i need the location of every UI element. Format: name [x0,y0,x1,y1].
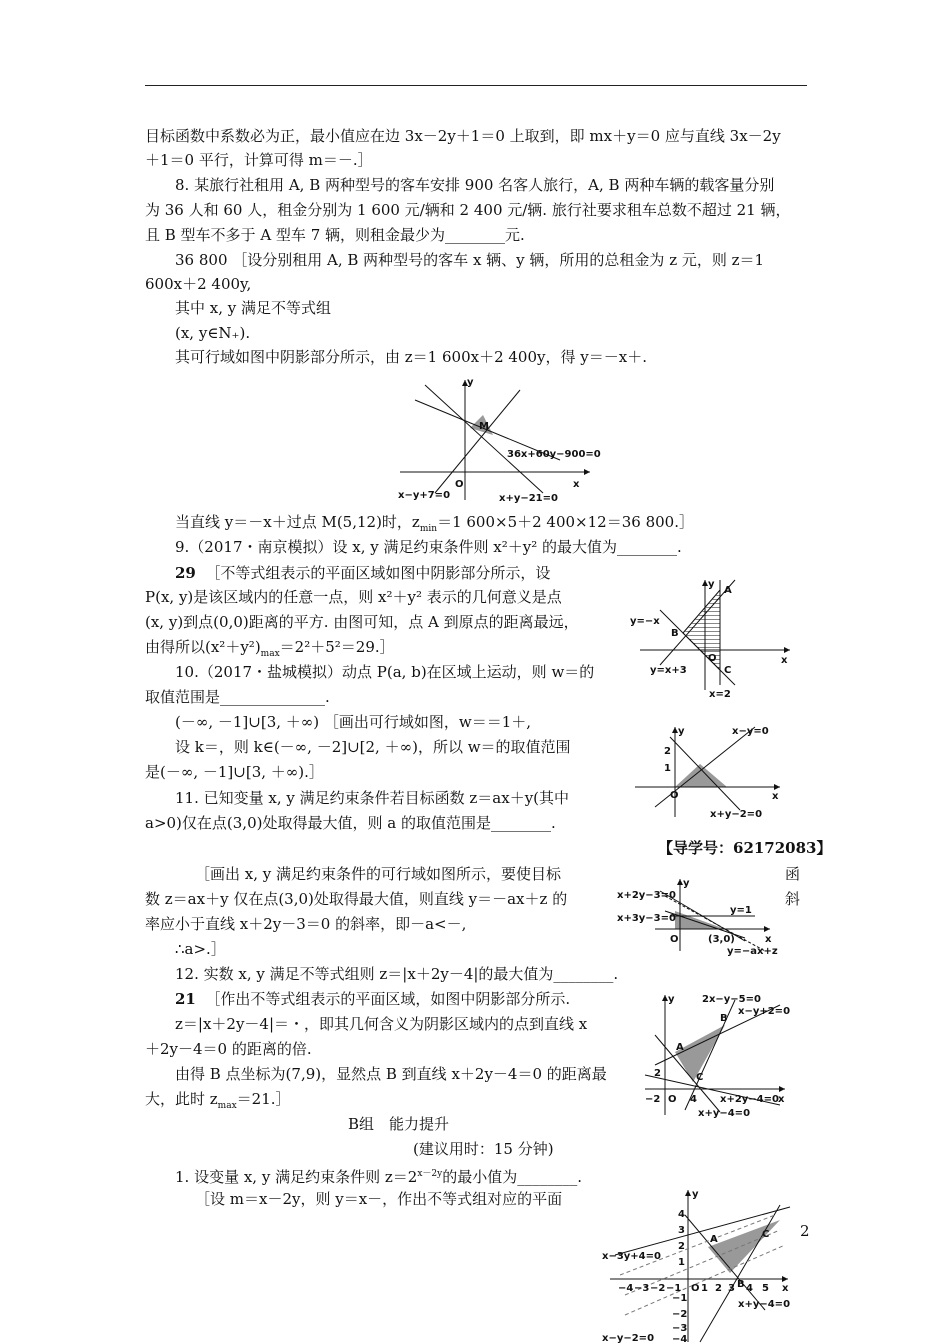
answer-9 [175,563,550,583]
text-line: (x, y)到点(0,0)距离的平方. 由图可知，点 A 到原点的距离最远， [145,613,579,631]
question-b1 [175,1164,582,1187]
text-line: ∴a>.］ [175,940,226,958]
point-m-label: M [479,421,489,432]
point-c-label: C [762,1229,770,1240]
line-label: x−3y+4=0 [602,1251,661,1262]
line-label: x−y=0 [732,726,769,737]
x-axis-arrow [584,469,590,475]
page-number: 2 [800,1222,810,1240]
question-8: 8. 某旅行社租用 A, B 两种型号的客车安排 900 名客人旅行，A, B 两种车辆的载客量分别 [175,176,775,194]
point-a-label: A [710,1234,718,1245]
text-span: 当直线 y＝－x＋过点 M(5,12)时，z [175,513,420,531]
point-a-label: A [724,585,732,596]
text-span: 大，此时 z [145,1090,218,1108]
line-x+y-4 [685,1215,765,1310]
text-line: 为 36 人和 60 人，租金分别为 1 600 元/辆和 2 400 元/辆. 旅行社要求租车总数不超过 21 辆， [145,201,791,219]
text-line: 且 B 型车不多于 A 型车 7 辆，则租金最少为________元. [145,226,525,244]
tick-label: −4 [618,1283,634,1294]
tick-label: −2 [650,1283,666,1294]
point-a-label: A [676,1042,684,1053]
point-b-label: B [737,1279,745,1290]
answer-value: 21 [175,990,196,1008]
tick-label: −1 [672,1293,688,1304]
origin-label: O [691,1283,700,1294]
text-span: ＝21.］ [236,1090,291,1108]
figure-feasible-region-q8 [395,375,605,505]
guide-number: 【导学号：62172083】 [658,839,832,857]
line-x+y-21 [425,385,543,493]
origin-label: O [668,1094,677,1105]
text-span: 1. 设变量 x, y 满足约束条件则 z＝2 [175,1168,418,1186]
origin-label: O [455,479,464,490]
y-label: y [683,878,690,889]
tick-label: −2 [645,1094,661,1105]
tick-label: 1 [664,763,671,774]
line-label: x+3y−3=0 [617,913,676,924]
point-c-label: C [696,1072,704,1083]
text-line: a>0)仅在点(3,0)处取得最大值，则 a 的取值范围是________. [145,814,556,832]
section-title: B组 能力提升 [348,1115,450,1133]
tick-label: −3 [634,1283,650,1294]
tick-label: 5 [762,1283,769,1294]
tick-label: 2 [664,746,671,757]
text-line: z＝|x＋2y－4|＝・，即其几何含义为阴影区域内的点到直线 x [175,1015,588,1033]
tick-label: 3 [678,1225,685,1236]
text-line [175,512,694,539]
text-span: 函 [785,865,801,883]
line-x-y-2 [700,1205,780,1342]
point-b-label: B [671,628,679,639]
line-label: 36x+60y−900=0 [507,449,601,460]
answer-8: 36 800 ［设分别租用 A, B 两种型号的客车 x 辆、y 辆，所用的总租金为 z 元，则 z＝1 [175,251,765,269]
point-b-label: B [720,1013,728,1024]
subscript: max [217,1101,237,1111]
line-label: 2x−y−5=0 [702,994,761,1005]
tick-label: −1 [666,1283,682,1294]
question-12: 12. 实数 x, y 满足不等式组则 z＝|x＋2y－4|的最大值为________. [175,965,619,983]
text-span: 斜 [785,890,801,908]
subscript: min [419,524,438,534]
x-label: x [782,1283,789,1294]
text-line: 设 k＝，则 k∈(－∞, －2]∪[2, ＋∞)，所以 w＝的取值范围 [175,738,571,756]
text-line: 其中 x, y 满足不等式组 [175,299,332,317]
line-label: x−y+7=0 [398,490,451,501]
answer-12 [175,989,570,1009]
text-line [145,1089,291,1116]
tick-label: 4 [746,1283,753,1294]
question-10: 10.（2017・盐城模拟）动点 P(a, b)在区域上运动，则 w＝的 [175,663,595,681]
tick-label: −2 [672,1309,688,1320]
text-line: (x, y∈N₊). [175,324,251,342]
x-axis-arrow [779,1086,785,1092]
line-label: x−y−2=0 [602,1333,655,1344]
text-line: 取值范围是______________. [145,688,330,706]
tick-label: 2 [654,1068,661,1079]
subscript: max [260,649,280,659]
text-line: 其可行域如图中阴影部分所示，由 z＝1 600x＋2 400y，得 y＝－x＋. [175,348,647,366]
y-label: y [467,377,474,388]
text-span: ＝1 600×5＋2 400×12＝36 800.］ [437,513,694,531]
x-label: x [781,655,788,666]
line-label: y=−x [630,616,660,627]
point-label: (3,0) [708,934,735,945]
tick-label: −4 [672,1334,688,1344]
line-label: y=x+3 [650,665,687,676]
x-axis-arrow [774,784,780,790]
x-label: x [778,1094,785,1105]
tick-label: 1 [701,1283,708,1294]
header-rule [145,85,807,86]
y-label: y [692,1189,699,1200]
tick-label: 4 [690,1094,697,1105]
text-line: ＋2y－4＝0 的距离的倍. [145,1040,312,1058]
line-label: x+y−4=0 [738,1299,791,1310]
y-label: y [668,994,675,1005]
text-line: 600x＋2 400y, [145,275,252,293]
text-line [145,637,395,664]
origin-label: O [708,653,717,664]
shaded-region [708,1220,780,1273]
y-label: y [678,726,685,737]
shaded-region [675,764,727,787]
tick-label: 4 [678,1209,685,1220]
section-subtitle: (建议用时：15 分钟) [413,1140,554,1158]
tick-label: 2 [715,1283,722,1294]
text-span: ＝2²＋5²＝29.］ [279,638,395,656]
x-axis-arrow [784,647,790,653]
text-span: 由得所以(x²＋y²) [145,638,261,656]
tick-label: −3 [672,1323,688,1334]
line-label: y=1 [730,905,752,916]
answer-value: 29 [175,564,196,582]
origin-label: O [670,934,679,945]
text-line: 是(－∞, －1]∪[3, ＋∞).］ [145,763,324,781]
line-label: x+y−21=0 [499,493,558,504]
line-label: x−y+2=0 [738,1006,790,1017]
line-label: x+y−2=0 [710,809,763,820]
line-label: x+2y−3=0 [617,890,676,901]
superscript: x－2y [417,1169,443,1179]
x-axis-arrow [764,926,770,932]
point-c-label: C [724,665,732,676]
answer-11: ［画出 x, y 满足约束条件的可行域如图所示，要使目标 [195,865,562,883]
answer-b1: ［设 m＝x－2y，则 y＝x－，作出不等式组对应的平面 [195,1190,563,1208]
y-axis-arrow [685,1190,691,1196]
origin-label: O [670,790,679,801]
y-label: y [708,579,715,590]
tick-label: 3 [728,1283,735,1294]
text-span: 的最小值为________. [442,1168,582,1186]
answer-10: (－∞, －1]∪[3, ＋∞) ［画出可行域如图，w＝＝1＋, [175,713,532,731]
text-line: 目标函数中系数必为正，最小值应在边 3x－2y＋1＝0 上取到，即 mx＋y＝0 应与直线 3x－2y [145,127,781,145]
question-11: 11. 已知变量 x, y 满足约束条件若目标函数 z＝ax＋y(其中 [175,789,570,807]
text-span: ［作出不等式组表示的平面区域，如图中阴影部分所示. [205,990,571,1008]
line-label: x+2y−4=0 [720,1094,779,1105]
tick-label: 2 [678,1241,685,1252]
text-line: P(x, y)是该区域内的任意一点，则 x²＋y² 表示的几何意义是点 [145,588,562,606]
figure-feasible-region-q10 [630,722,790,822]
tick-label: 1 [678,1257,685,1268]
figure-feasible-region-q9 [625,575,795,700]
figure-feasible-region-b1 [600,1185,795,1344]
text-line: 数 z＝ax＋y 仅在点(3,0)处取得最大值，则直线 y＝－ax＋z 的 [145,890,568,908]
question-9: 9.（2017・南京模拟）设 x, y 满足约束条件则 x²＋y² 的最大值为________. [175,538,682,556]
x-axis-arrow [782,1276,788,1282]
x-label: x [765,934,772,945]
text-line: 由得 B 点坐标为(7,9)，显然点 B 到直线 x＋2y－4＝0 的距离最 [175,1065,607,1083]
x-label: x [772,791,779,802]
figure-feasible-region-q11 [615,876,780,956]
shaded-region [675,911,725,929]
text-line: 率应小于直线 x＋2y－3＝0 的斜率，即－a<－, [145,915,467,933]
line-label: x=2 [709,689,731,700]
line-label: x+y−4=0 [698,1108,751,1119]
x-label: x [573,479,580,490]
figure-feasible-region-q12 [640,990,790,1120]
text-line: ＋1＝0 平行，计算可得 m＝－.］ [145,151,373,169]
text-span: ［不等式组表示的平面区域如图中阴影部分所示，设 [205,564,551,582]
line-label: y=−ax+z [727,946,778,956]
